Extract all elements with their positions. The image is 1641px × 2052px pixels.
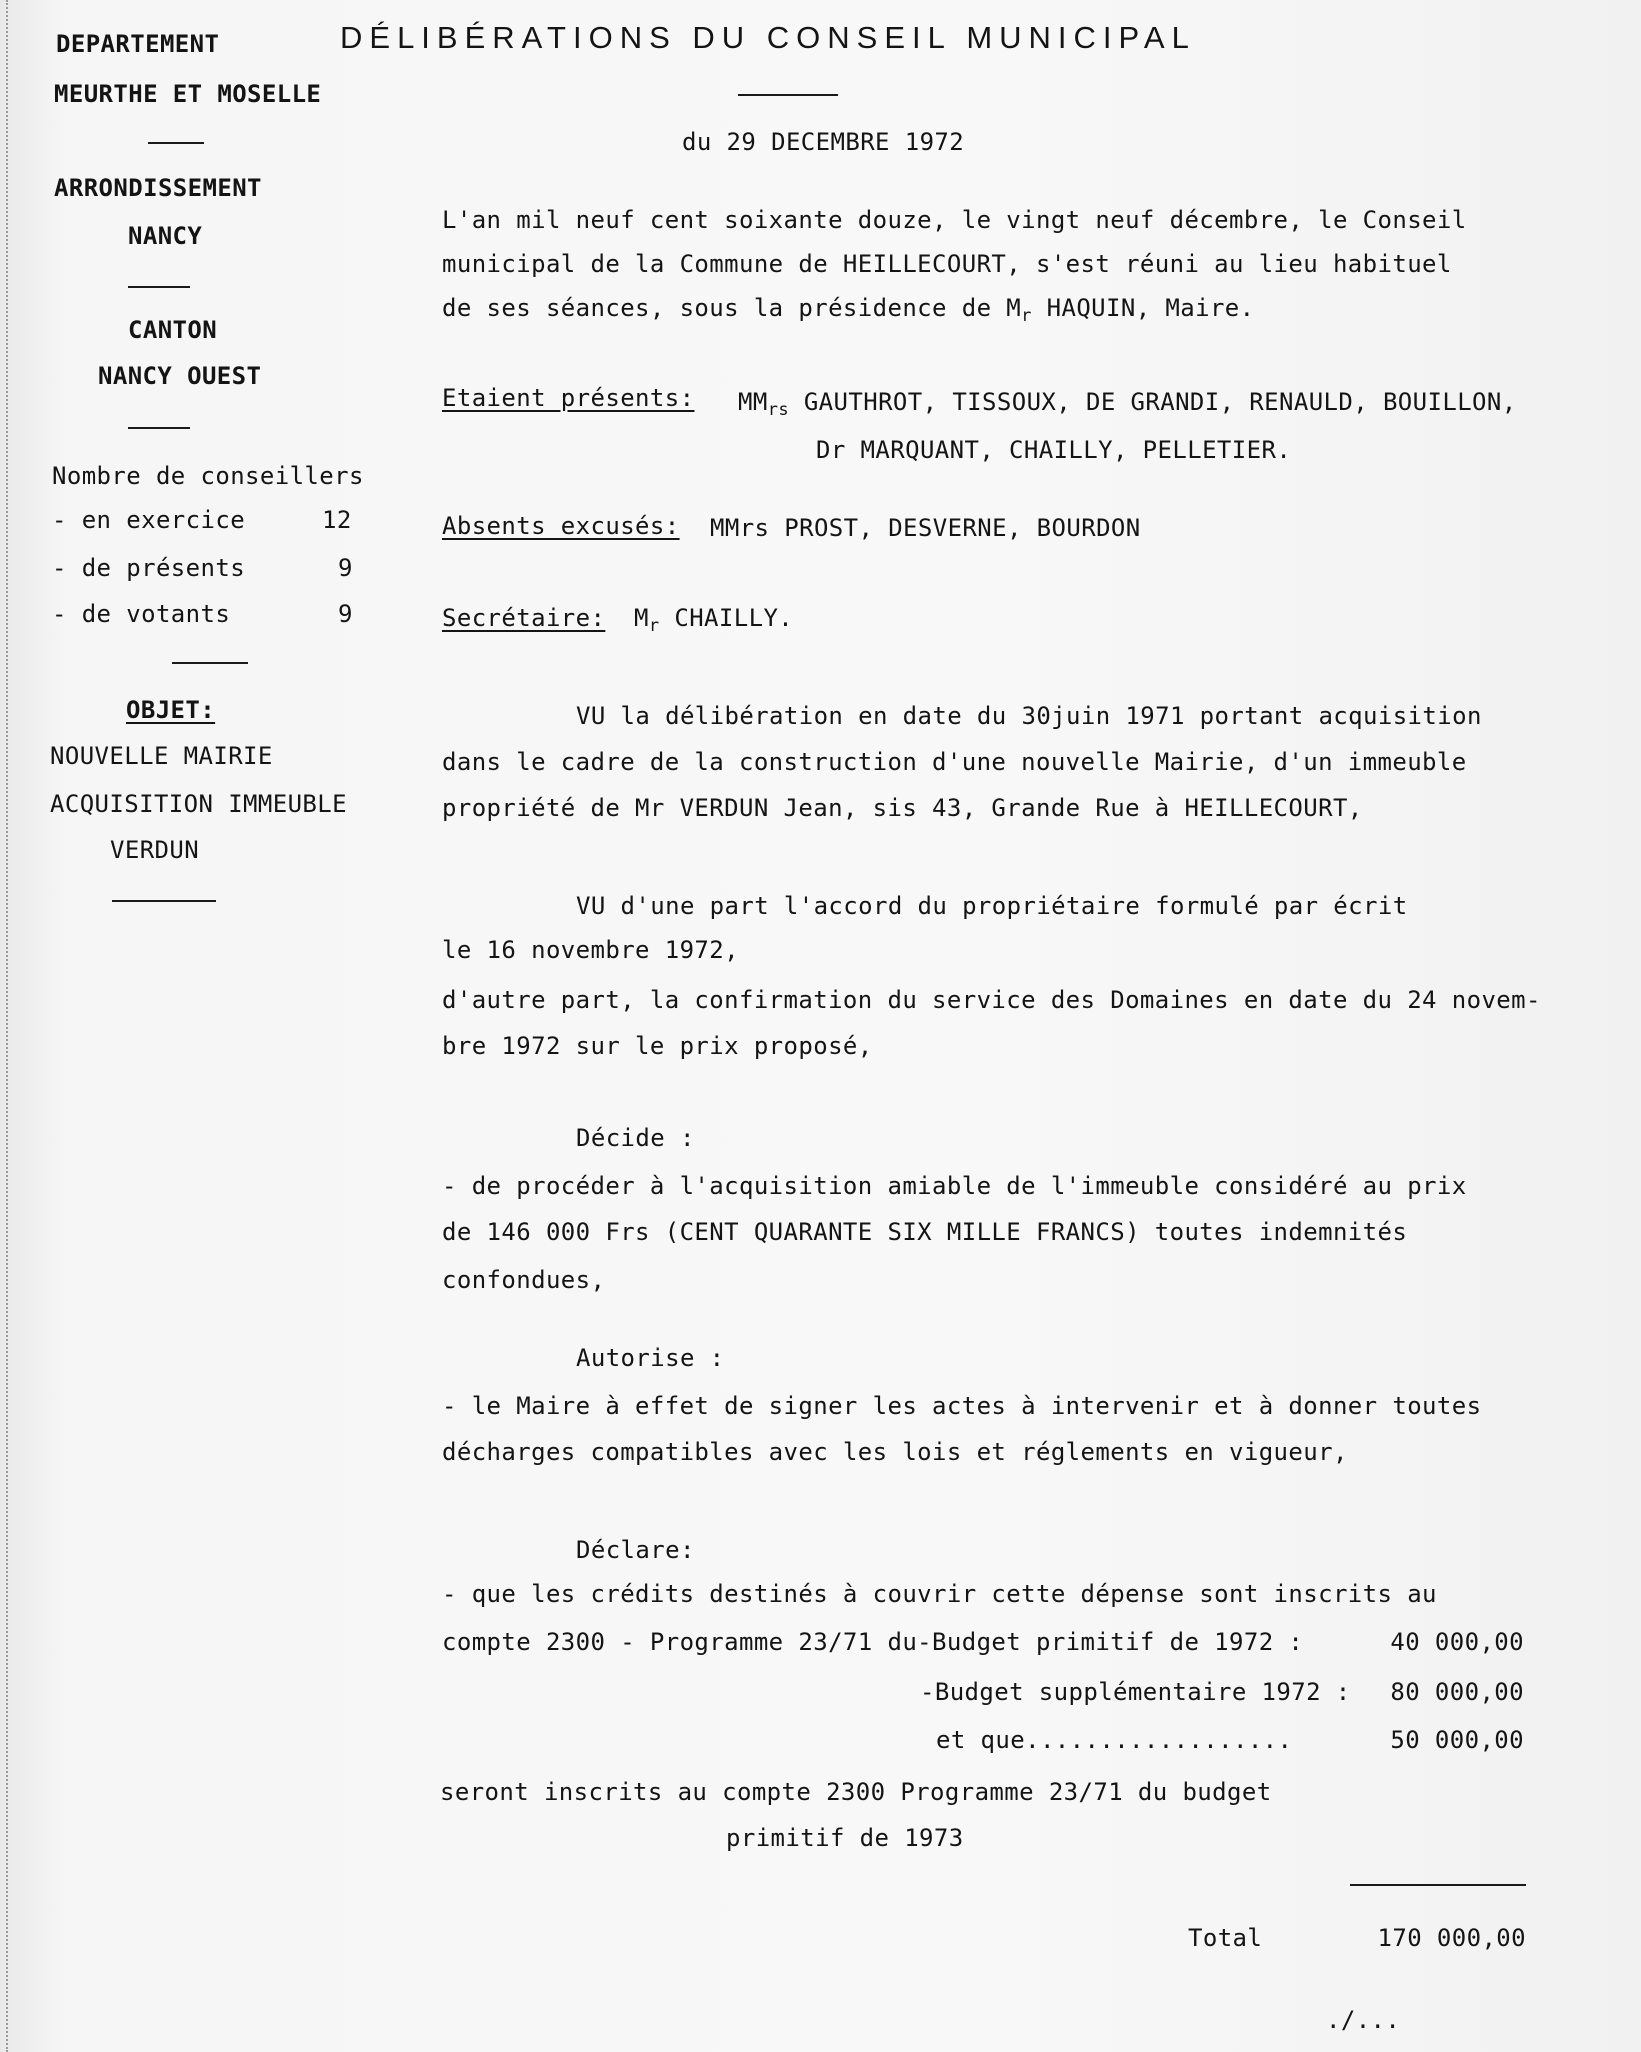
title-rule [738, 94, 838, 96]
session-date: du 29 DECEMBRE 1972 [682, 128, 965, 156]
departement-value: MEURTHE ET MOSELLE [54, 80, 322, 108]
body-line: le 16 novembre 1972, [442, 936, 739, 964]
presents-label: Etaient présents: [442, 384, 695, 412]
arrondissement-value: NANCY [128, 222, 203, 250]
presents-line: $MM_{rs}$ GAUTHROT, TISSOUX, DE GRANDI, RENAULD, BOUILLON, [738, 388, 1517, 420]
perforated-edge [6, 0, 11, 2052]
budget-label: compte 2300 - Programme 23/71 du-Budget primitif de 1972 : [442, 1628, 1304, 1656]
departement-label: DEPARTEMENT [56, 30, 220, 58]
count-label: - de votants [52, 600, 231, 628]
body-line: - de procéder à l'acquisition amiable de l'immeuble considéré au prix [442, 1172, 1467, 1200]
sidebar-rule [148, 142, 204, 144]
count-label: - en exercice [52, 506, 246, 534]
secretaire-name: $M_r$ CHAILLY. [634, 604, 794, 636]
intro-line: L'an mil neuf cent soixante douze, le vingt neuf décembre, le Conseil [442, 206, 1467, 234]
absents-names: MMrs PROST, DESVERNE, BOURDON [710, 514, 1141, 542]
body-line: d'autre part, la confirmation du service des Domaines en date du 24 novem- [442, 986, 1541, 1014]
body-line: propriété de Mr VERDUN Jean, sis 43, Grande Rue à HEILLECOURT, [442, 794, 1363, 822]
objet-line: VERDUN [110, 836, 200, 864]
budget-label: -Budget supplémentaire 1972 : [920, 1678, 1351, 1706]
sidebar-rule [128, 286, 190, 288]
objet-label: OBJET: [126, 696, 216, 724]
intro-line: municipal de la Commune de HEILLECOURT, s'est réuni au lieu habituel [442, 250, 1452, 278]
absents-label: Absents excusés: [442, 512, 680, 540]
sidebar-rule [112, 900, 216, 902]
total-rule [1350, 1884, 1526, 1886]
section-heading: Autorise : [576, 1344, 725, 1372]
secretaire-label: Secrétaire: [442, 604, 606, 632]
document-title: DÉLIBÉRATIONS DU CONSEIL MUNICIPAL [340, 20, 1196, 55]
body-line: - que les crédits destinés à couvrir cette dépense sont inscrits au [442, 1580, 1437, 1608]
count-label: - de présents [52, 554, 246, 582]
section-heading: Déclare: [576, 1536, 695, 1564]
count-value: 9 [338, 554, 353, 582]
intro-line: de ses séances, sous la présidence de $M_r$ HAQUIN, Maire. [442, 294, 1255, 326]
body-line: - le Maire à effet de signer les actes à intervenir et à donner toutes [442, 1392, 1482, 1420]
presents-line: Dr MARQUANT, CHAILLY, PELLETIER. [816, 436, 1292, 464]
budget-label: et que.................. [936, 1726, 1293, 1754]
budget-amount: 40 000,00 [1390, 1628, 1524, 1656]
objet-line: NOUVELLE MAIRIE [50, 742, 273, 770]
count-value: 12 [322, 506, 352, 534]
canton-label: CANTON [128, 316, 218, 344]
body-line: de 146 000 Frs (CENT QUARANTE SIX MILLE FRANCS) toutes indemnités [442, 1218, 1408, 1246]
body-line: décharges compatibles avec les lois et réglements en vigueur, [442, 1438, 1348, 1466]
body-line: bre 1972 sur le prix proposé, [442, 1032, 873, 1060]
budget-amount: 50 000,00 [1390, 1726, 1524, 1754]
body-line: dans le cadre de la construction d'une nouvelle Mairie, d'un immeuble [442, 748, 1467, 776]
body-line: primitif de 1973 [726, 1824, 964, 1852]
count-value: 9 [338, 600, 353, 628]
body-line: VU d'une part l'accord du propriétaire formulé par écrit [576, 892, 1408, 920]
sidebar-rule [128, 427, 190, 429]
canton-value: NANCY OUEST [98, 362, 262, 390]
body-line: VU la délibération en date du 30juin 1971 portant acquisition [576, 702, 1482, 730]
arrondissement-label: ARRONDISSEMENT [54, 174, 262, 202]
sidebar-rule [172, 662, 248, 664]
body-line: confondues, [442, 1266, 606, 1294]
total-label: Total [1188, 1924, 1263, 1952]
body-line: seront inscrits au compte 2300 Programme 23/71 du budget [440, 1778, 1272, 1806]
budget-amount: 80 000,00 [1390, 1678, 1524, 1706]
conseillers-label: Nombre de conseillers [52, 462, 364, 490]
continuation-mark: ./... [1326, 2006, 1401, 2034]
total-amount: 170 000,00 [1377, 1924, 1526, 1952]
objet-line: ACQUISITION IMMEUBLE [50, 790, 347, 818]
section-heading: Décide : [576, 1124, 695, 1152]
